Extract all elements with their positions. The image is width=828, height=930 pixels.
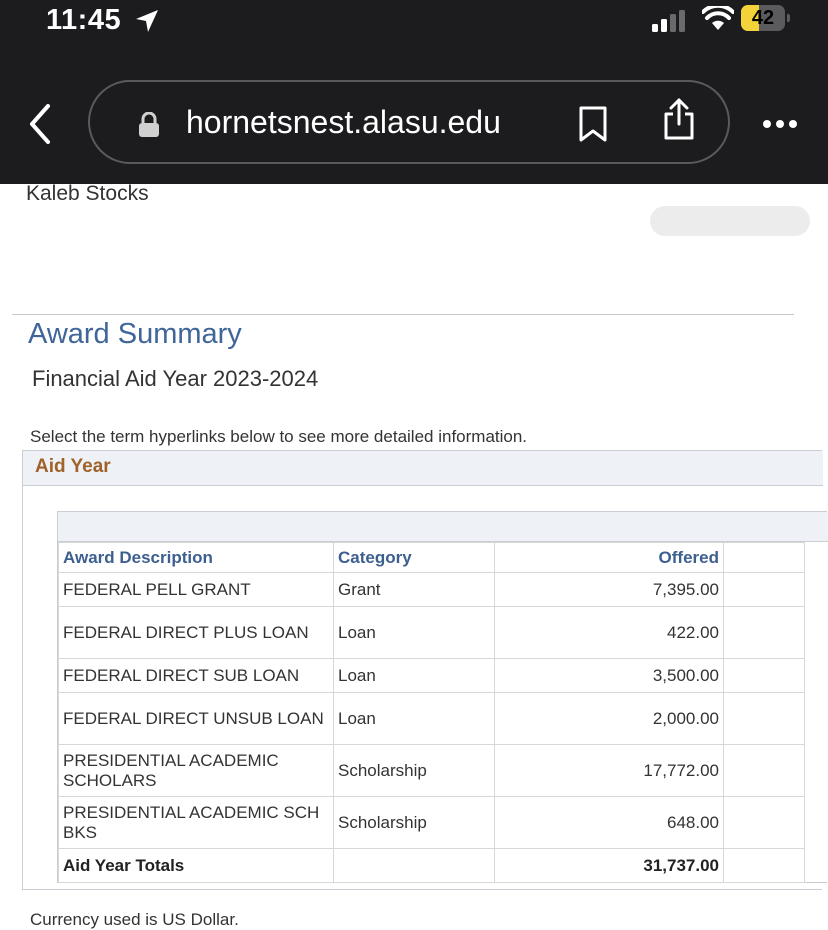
award-offered: 17,772.00 bbox=[495, 745, 724, 797]
award-description: PRESIDENTIAL ACADEMIC SCH BKS bbox=[59, 797, 334, 849]
table-row[interactable] bbox=[59, 745, 805, 797]
award-offered: 422.00 bbox=[495, 607, 724, 659]
browser-chrome bbox=[0, 0, 828, 184]
award-description: FEDERAL PELL GRANT bbox=[59, 573, 334, 607]
award-offered: 7,395.00 bbox=[495, 573, 724, 607]
bookmark-icon[interactable] bbox=[578, 106, 608, 142]
award-extra bbox=[724, 659, 805, 693]
totals-category bbox=[334, 849, 495, 883]
table-row[interactable] bbox=[59, 607, 805, 659]
table-row[interactable] bbox=[59, 797, 805, 849]
award-grid bbox=[57, 511, 827, 883]
battery-level: 42 bbox=[751, 7, 775, 29]
search-pill[interactable] bbox=[650, 206, 810, 236]
battery-icon bbox=[741, 5, 787, 31]
back-chevron-icon[interactable] bbox=[28, 104, 54, 144]
share-icon[interactable] bbox=[662, 98, 696, 140]
aid-year-subtitle: Financial Aid Year 2023-2024 bbox=[32, 366, 319, 391]
header-offered: Offered bbox=[495, 543, 724, 573]
table-header-row bbox=[59, 543, 805, 573]
header-award-description: Award Description bbox=[59, 543, 334, 573]
instructions-text: Select the term hyperlinks below to see more detailed information. bbox=[30, 427, 528, 446]
award-category: Scholarship bbox=[334, 797, 495, 849]
totals-label: Aid Year Totals bbox=[59, 849, 334, 883]
group-header bbox=[23, 451, 823, 486]
award-table bbox=[58, 542, 805, 883]
award-description: FEDERAL DIRECT PLUS LOAN bbox=[59, 607, 334, 659]
table-row[interactable] bbox=[59, 693, 805, 745]
totals-extra bbox=[724, 849, 805, 883]
group-title: Aid Year bbox=[35, 456, 111, 477]
table-row[interactable] bbox=[59, 573, 805, 607]
table-row[interactable] bbox=[59, 659, 805, 693]
award-offered: 3,500.00 bbox=[495, 659, 724, 693]
award-extra bbox=[724, 607, 805, 659]
totals-offered: 31,737.00 bbox=[495, 849, 724, 883]
address-bar[interactable] bbox=[88, 80, 730, 164]
award-description: FEDERAL DIRECT SUB LOAN bbox=[59, 659, 334, 693]
award-category: Grant bbox=[334, 573, 495, 607]
award-extra bbox=[724, 573, 805, 607]
award-category: Loan bbox=[334, 607, 495, 659]
award-category: Scholarship bbox=[334, 745, 495, 797]
more-options-icon[interactable] bbox=[762, 118, 798, 130]
award-extra bbox=[724, 693, 805, 745]
page-title: Award Summary bbox=[28, 318, 242, 350]
award-description: FEDERAL DIRECT UNSUB LOAN bbox=[59, 693, 334, 745]
award-extra bbox=[724, 797, 805, 849]
location-arrow-icon bbox=[134, 8, 160, 34]
lock-icon bbox=[138, 112, 160, 138]
award-offered: 2,000.00 bbox=[495, 693, 724, 745]
divider bbox=[12, 314, 794, 315]
cellular-signal-icon bbox=[652, 10, 692, 32]
grid-navigation-bar bbox=[58, 512, 828, 542]
award-extra bbox=[724, 745, 805, 797]
wifi-icon bbox=[702, 6, 734, 32]
user-name: Kaleb Stocks bbox=[26, 182, 149, 205]
aid-year-group bbox=[22, 450, 822, 890]
status-time: 11:45 bbox=[46, 4, 122, 36]
award-description: PRESIDENTIAL ACADEMIC SCHOLARS bbox=[59, 745, 334, 797]
award-category: Loan bbox=[334, 693, 495, 745]
award-offered: 648.00 bbox=[495, 797, 724, 849]
currency-note: Currency used is US Dollar. bbox=[30, 910, 239, 929]
url-text[interactable]: hornetsnest.alasu.edu bbox=[186, 104, 501, 140]
header-category: Category bbox=[334, 543, 495, 573]
award-category: Loan bbox=[334, 659, 495, 693]
totals-row bbox=[59, 849, 805, 883]
header-extra bbox=[724, 543, 805, 573]
